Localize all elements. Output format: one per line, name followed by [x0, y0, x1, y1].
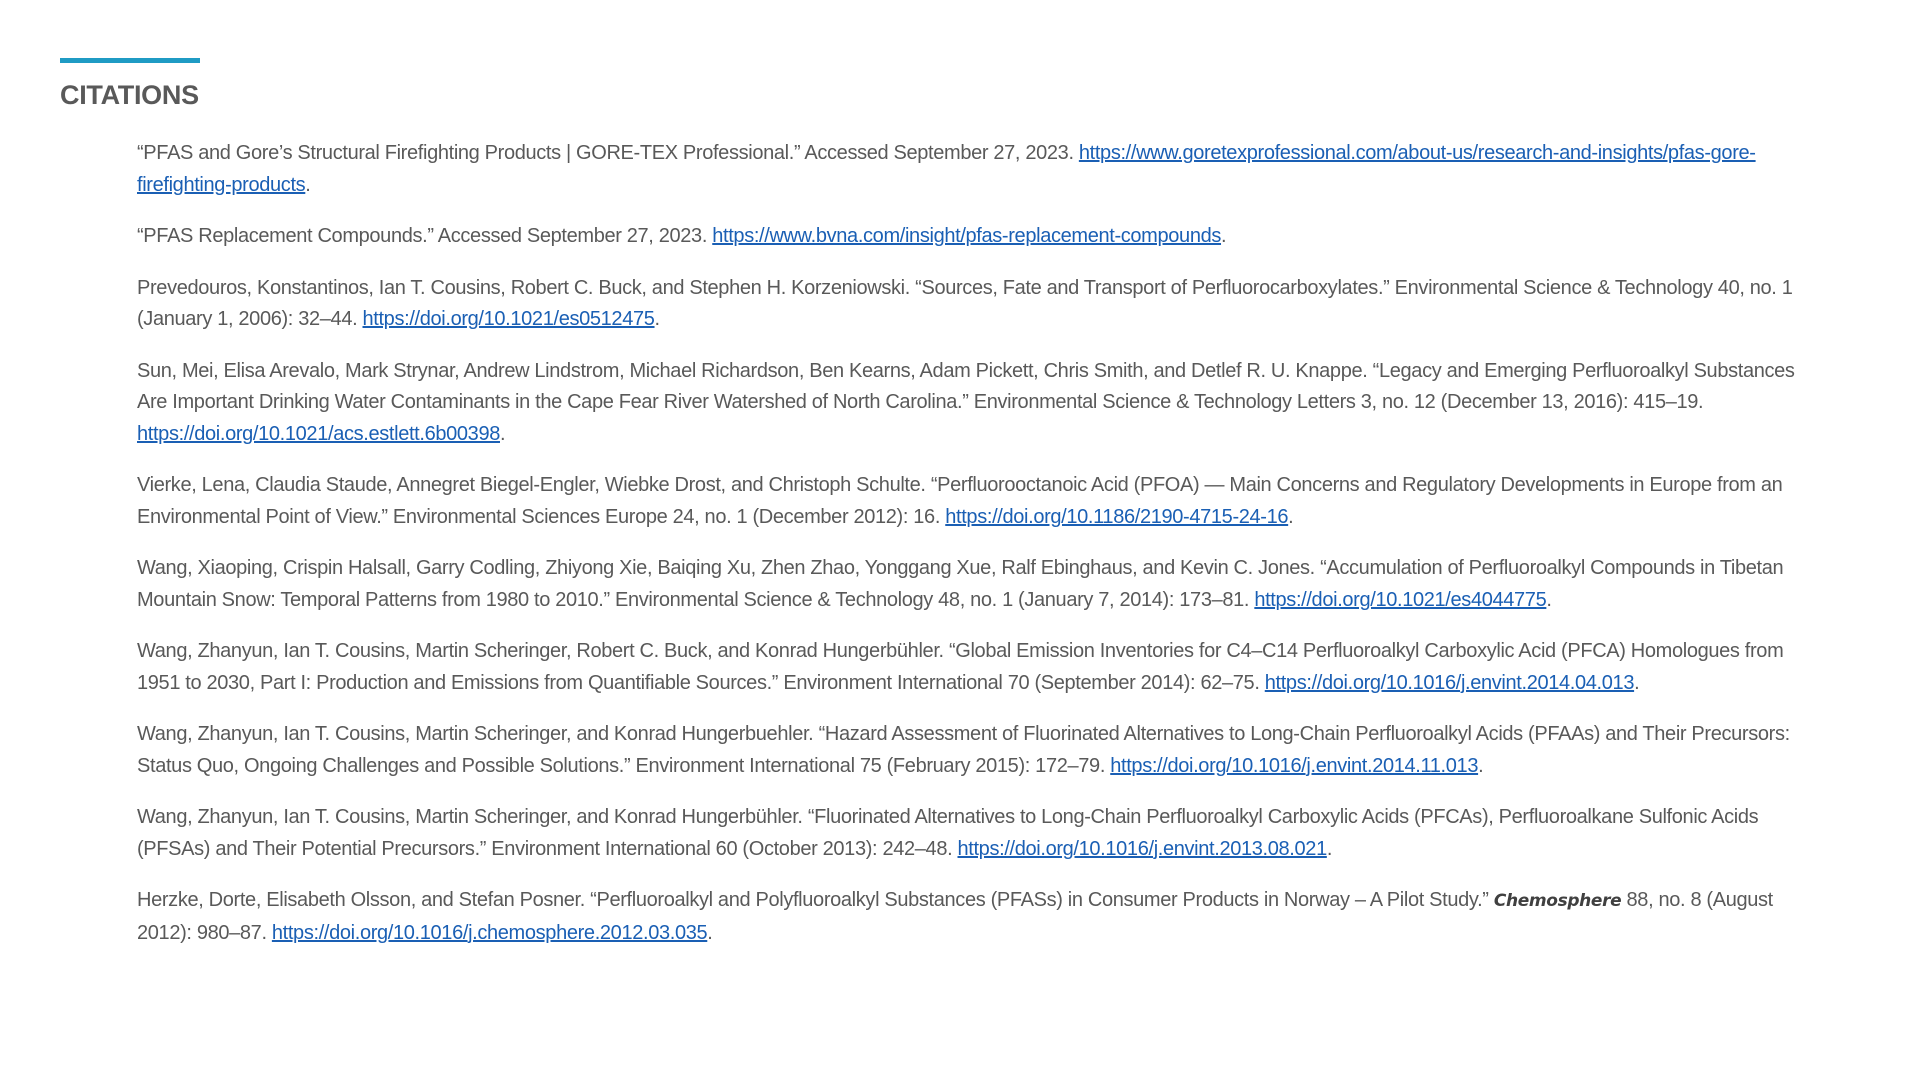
title-accent-bar	[60, 58, 200, 63]
citation-text: Wang, Zhanyun, Ian T. Cousins, Martin Scheringer, and Konrad Hungerbuehler. “Hazard Assessment of Fluorinated Alternatives to Long-Chain Perfluoroalkyl Acids (PFAAs) and Their Precursors: Status Quo, Ongoing Challenges and Possible Solutions.” Environment International 75 (February 2015): 172–79.	[137, 723, 1790, 777]
citation-link[interactable]: https://doi.org/10.1021/acs.estlett.6b00398	[137, 422, 500, 445]
citation-item	[137, 356, 1797, 451]
citation-text: Herzke, Dorte, Elisabeth Olsson, and Stefan Posner. “Perfluoroalkyl and Polyfluoroalkyl Substances (PFASs) in Consumer Products in Norway – A Pilot Study.”	[137, 889, 1494, 911]
citation-end: .	[1288, 505, 1294, 528]
citation-end: .	[500, 422, 506, 445]
citation-end: .	[305, 173, 311, 196]
citation-item	[137, 636, 1797, 699]
citation-link[interactable]: https://doi.org/10.1021/es4044775	[1254, 588, 1547, 611]
citation-link[interactable]: https://doi.org/10.1016/j.envint.2014.04.013	[1264, 671, 1635, 694]
citation-text: Vierke, Lena, Claudia Staude, Annegret Biegel-Engler, Wiebke Drost, and Christoph Schulte. “Perfluorooctanoic Acid (PFOA) — Main Concerns and Regulatory Developments in Europe from an Environmental Point of View.” Environmental Sciences Europe 24, no. 1 (December 2012): 16.	[137, 474, 1783, 528]
citation-end: .	[1546, 588, 1552, 611]
citation-link[interactable]: https://doi.org/10.1016/j.chemosphere.2012.03.035	[271, 921, 708, 944]
citation-text-after: 88, no. 8 (August 2012): 980–87.	[137, 889, 1773, 944]
citation-link[interactable]: https://www.bvna.com/insight/pfas-replacement-compounds	[712, 225, 1222, 247]
page-title: CITATIONS	[60, 80, 199, 110]
citation-item	[137, 273, 1797, 336]
citation-end: .	[1634, 671, 1640, 694]
citation-end: .	[654, 308, 660, 330]
citation-item	[137, 802, 1797, 865]
citation-text: “PFAS Replacement Compounds.” Accessed September 27, 2023.	[137, 225, 713, 247]
citation-end: .	[1221, 225, 1227, 247]
citation-end: .	[1478, 754, 1484, 777]
citation-link[interactable]: https://doi.org/10.1016/j.envint.2014.11.013	[1110, 754, 1479, 777]
citation-text: Sun, Mei, Elisa Arevalo, Mark Strynar, Andrew Lindstrom, Michael Richardson, Ben Kearns, Adam Pickett, Chris Smith, and Detlef R. U. Knappe. “Legacy and Emerging Perfluoroalkyl Substances Are Important Drinking Water Contaminants in the Cape Fear River Watershed of North Carolina.” Environmental Science & Technology Letters 3, no. 12 (December 13, 2016): 415–19.	[137, 359, 1795, 413]
citation-item	[137, 221, 1797, 253]
citation-item	[137, 719, 1797, 782]
citation-text: Prevedouros, Konstantinos, Ian T. Cousins, Robert C. Buck, and Stephen H. Korzeniowski. “Sources, Fate and Transport of Perfluorocarboxylates.” Environmental Science & Technology 40, no. 1 (January 1, 2006): 32–44.	[137, 276, 1793, 330]
citation-item	[137, 138, 1797, 201]
citation-link[interactable]: https://doi.org/10.1021/es0512475	[362, 308, 655, 330]
citation-text: Wang, Xiaoping, Crispin Halsall, Garry Codling, Zhiyong Xie, Baiqing Xu, Zhen Zhao, Yonggang Xue, Ralf Ebinghaus, and Kevin C. Jones. “Accumulation of Perfluoroalkyl Compounds in Tibetan Mountain Snow: Temporal Patterns from 1980 to 2010.” Environmental Science & Technology 48, no. 1 (January 7, 2014): 173–81.	[137, 557, 1784, 611]
citation-text: “PFAS and Gore’s Structural Firefighting Products | GORE-TEX Professional.” Accessed September 27, 2023.	[137, 142, 1079, 164]
citation-list	[137, 138, 1797, 969]
citation-text: Wang, Zhanyun, Ian T. Cousins, Martin Scheringer, Robert C. Buck, and Konrad Hungerbühler. “Global Emission Inventories for C4–C14 Perfluoroalkyl Carboxylic Acid (PFCA) Homologues from 1951 to 2030, Part I: Production and Emissions from Quantifiable Sources.” Environment International 70 (September 2014): 62–75.	[137, 640, 1784, 694]
citation-item	[137, 470, 1797, 533]
citation-link[interactable]: https://doi.org/10.1016/j.envint.2013.08.021	[957, 837, 1327, 860]
citation-link[interactable]: https://www.goretexprofessional.com/about-us/research-and-insights/pfas-gore-firefighting-products	[137, 142, 1756, 196]
citation-text: Wang, Zhanyun, Ian T. Cousins, Martin Scheringer, and Konrad Hungerbühler. “Fluorinated Alternatives to Long-Chain Perfluoroalkyl Carboxylic Acids (PFCAs), Perfluoroalkane Sulfonic Acids (PFSAs) and Their Potential Precursors.” Environment International 60 (October 2013): 242–48.	[137, 806, 1759, 860]
citation-journal: Chemosphere	[1493, 891, 1622, 911]
citation-end: .	[707, 921, 713, 944]
citation-link[interactable]: https://doi.org/10.1186/2190-4715-24-16	[945, 505, 1289, 528]
citation-item	[137, 553, 1797, 616]
citation-end: .	[1326, 837, 1333, 860]
citation-item	[137, 885, 1797, 949]
